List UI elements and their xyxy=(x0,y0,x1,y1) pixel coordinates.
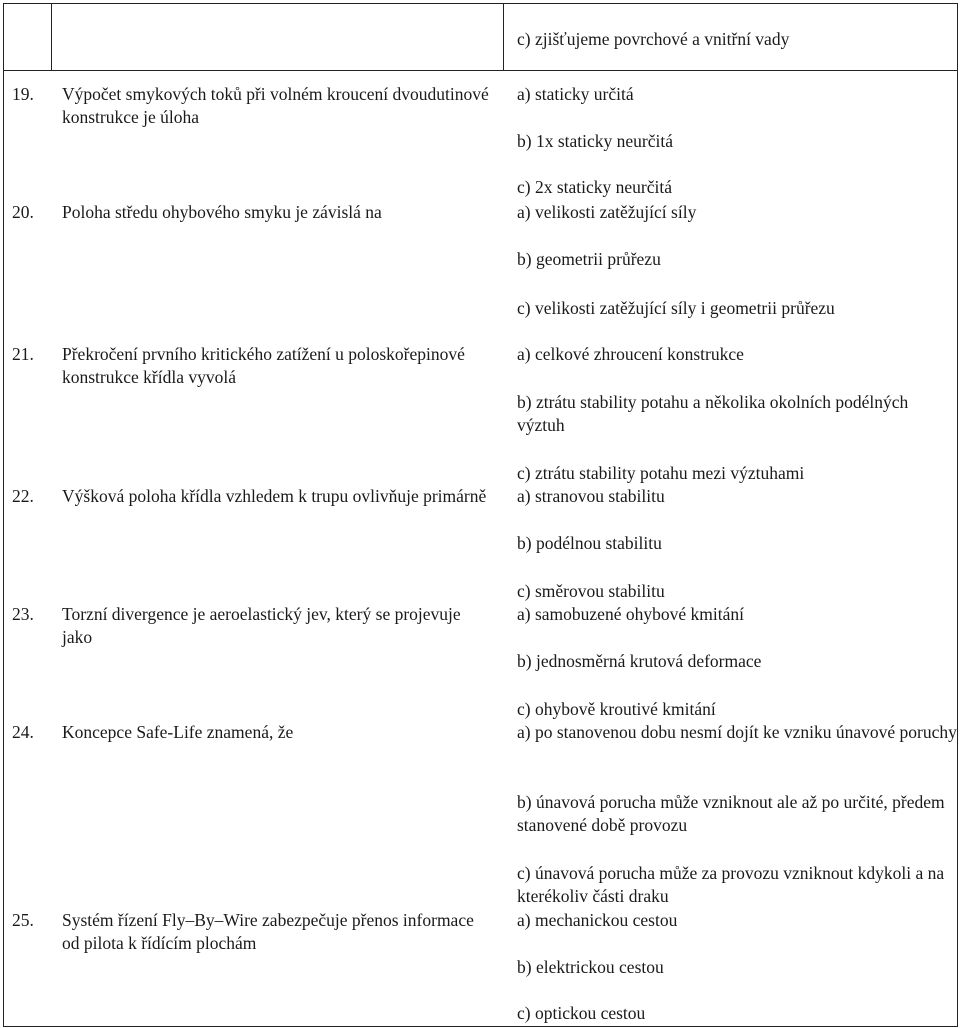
question-table xyxy=(3,3,958,1027)
answer-a: a) po stanovenou dobu nesmí dojít ke vzniku únavové poruchy xyxy=(517,722,957,742)
answer-c: c) směrovou stabilitu xyxy=(517,581,665,601)
answer-b: b) geometrii průřezu xyxy=(517,249,661,269)
question-text: Torzní divergence je aeroelastický jev, který se projevuje jako xyxy=(62,604,461,647)
question-number: 25. xyxy=(12,910,34,930)
table-border-bottom xyxy=(3,1026,958,1027)
question-text: Výšková poloha křídla vzhledem k trupu ovlivňuje primárně xyxy=(62,486,487,506)
answer-b: b) podélnou stabilitu xyxy=(517,533,662,553)
answer-c: c) velikosti zatěžující síly i geometrii průřezu xyxy=(517,298,835,318)
question-text: Výpočet smykových toků při volném kroucení dvoudutinové konstrukce je úloha xyxy=(62,84,489,127)
answer-b: b) jednosměrná krutová deformace xyxy=(517,651,762,671)
answer-b: b) ztrátu stability potahu a několika okolních podélných výztuh xyxy=(517,392,909,435)
answer-c: c) 2x staticky neurčitá xyxy=(517,177,673,197)
answer-c: c) ohybově kroutivé kmitání xyxy=(517,699,716,719)
question-number: 22. xyxy=(12,486,34,506)
answer-c: c) zjišťujeme povrchové a vnitřní vady xyxy=(517,29,790,49)
question-text: Koncepce Safe-Life znamená, že xyxy=(62,722,294,742)
table-border-top xyxy=(3,3,958,4)
answer-b: b) únavová porucha může vzniknout ale až po určité, předem stanovené době provozu xyxy=(517,792,945,835)
question-text: Systém řízení Fly–By–Wire zabezpečuje přenos informace od pilota k řídícím plochám xyxy=(62,910,474,953)
column-divider-number xyxy=(51,3,52,71)
answer-c: c) optickou cestou xyxy=(517,1003,646,1023)
row-divider xyxy=(3,70,958,71)
answer-c: c) ztrátu stability potahu mezi výztuhami xyxy=(517,463,805,483)
answer-a: a) samobuzené ohybové kmitání xyxy=(517,604,744,624)
answer-a: a) stranovou stabilitu xyxy=(517,486,665,506)
table-border-left xyxy=(3,3,4,1027)
question-text: Překročení prvního kritického zatížení u poloskořepinové konstrukce křídla vyvolá xyxy=(62,344,465,387)
answer-b: b) elektrickou cestou xyxy=(517,957,664,977)
answer-a: a) celkové zhroucení konstrukce xyxy=(517,344,744,364)
answer-b: b) 1x staticky neurčitá xyxy=(517,131,673,151)
question-number: 23. xyxy=(12,604,34,624)
question-text: Poloha středu ohybového smyku je závislá na xyxy=(62,202,382,222)
answer-a: a) mechanickou cestou xyxy=(517,910,678,930)
question-number: 24. xyxy=(12,722,34,742)
answer-a: a) velikosti zatěžující síly xyxy=(517,202,697,222)
answer-a: a) staticky určitá xyxy=(517,84,634,104)
column-divider-answers xyxy=(503,3,504,71)
answer-c: c) únavová porucha může za provozu vzniknout kdykoli a na kterékoliv části draku xyxy=(517,863,945,906)
question-number: 21. xyxy=(12,344,34,364)
question-number: 19. xyxy=(12,84,34,104)
table-border-right xyxy=(957,3,958,1027)
question-number: 20. xyxy=(12,202,34,222)
